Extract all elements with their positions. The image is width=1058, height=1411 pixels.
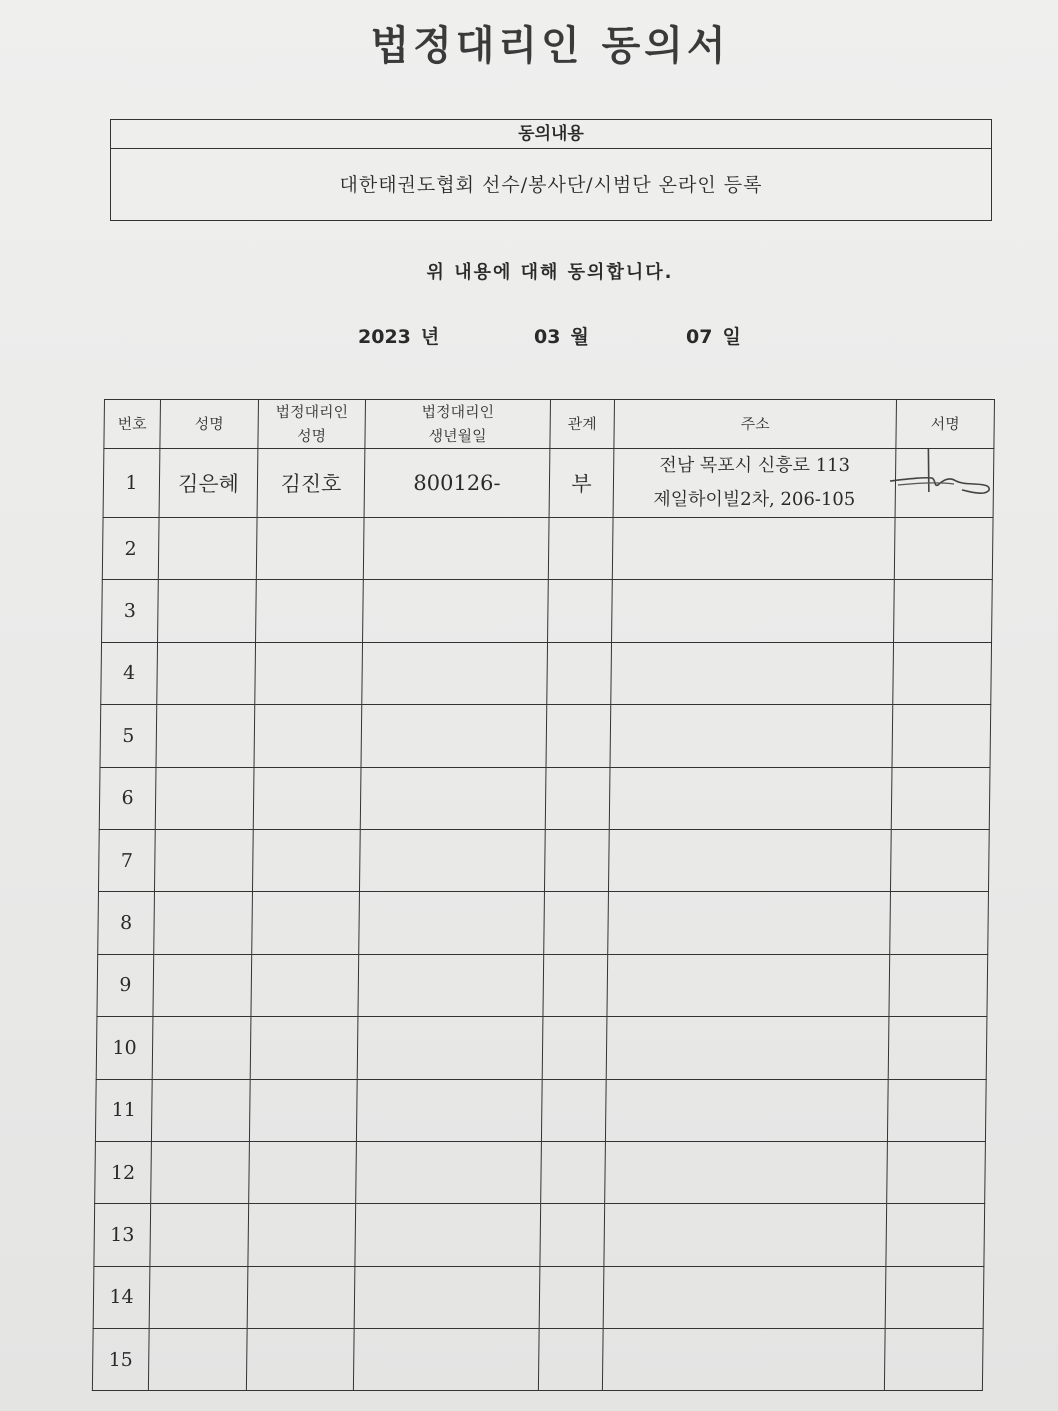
- row-guardian-name: [247, 1266, 355, 1328]
- row-signature: [893, 642, 992, 704]
- row-guardian-birth: [359, 829, 545, 891]
- document-title: 법정대리인 동의서: [370, 23, 730, 69]
- row-number: 12: [95, 1141, 152, 1203]
- row-number: 2: [102, 518, 159, 580]
- row-number: 3: [102, 580, 159, 642]
- row-guardian-birth: [356, 1079, 542, 1141]
- date-year-unit: 년: [420, 326, 440, 348]
- col-header-guardian-birth-line2: 생년월일: [428, 427, 487, 445]
- row-signature: [884, 1329, 983, 1391]
- row-name: [151, 1079, 250, 1141]
- row-address: [603, 1266, 886, 1328]
- col-header-no: 번호: [104, 400, 161, 449]
- col-header-relation: 관계: [550, 400, 615, 449]
- row-name: [157, 642, 256, 704]
- agreement-statement: 위 내용에 대해 동의합니다.: [426, 262, 674, 283]
- row-address: [613, 449, 896, 518]
- row-relation: [542, 1017, 607, 1079]
- date-month-unit: 월: [570, 326, 589, 348]
- date-month-value: 03: [534, 326, 561, 348]
- row-guardian-birth: [354, 1266, 540, 1328]
- row-signature: [894, 580, 993, 642]
- consent-box: [110, 119, 992, 221]
- row-name: [158, 518, 257, 580]
- consent-content: 대한태권도협회 선수/봉사단/시범단 온라인 등록: [339, 174, 763, 196]
- row-signature: [890, 892, 989, 954]
- row-guardian-birth: [363, 518, 549, 580]
- row-address: [608, 829, 891, 891]
- row-address: [611, 642, 894, 704]
- row-number: 11: [95, 1079, 152, 1141]
- table-row: [100, 705, 991, 767]
- row-name: [155, 767, 254, 829]
- row-address: [605, 1079, 888, 1141]
- row-guardian-name: [255, 642, 363, 704]
- row-name: 김은혜: [159, 449, 258, 518]
- row-name: [156, 705, 255, 767]
- table-row: [102, 580, 993, 642]
- row-name: [150, 1204, 249, 1266]
- row-relation: [541, 1141, 606, 1203]
- row-guardian-name: [253, 767, 361, 829]
- row-name: [152, 1017, 251, 1079]
- row-relation: [540, 1204, 605, 1266]
- col-header-guardian-name-line1: 법정대리인: [275, 403, 349, 421]
- row-number: 13: [94, 1204, 151, 1266]
- row-signature: [891, 767, 990, 829]
- row-name: [154, 892, 253, 954]
- row-address: [607, 954, 890, 1016]
- row-number: 8: [98, 892, 155, 954]
- row-relation: [548, 518, 613, 580]
- table-row: [97, 954, 988, 1016]
- row-guardian-name: [254, 705, 362, 767]
- row-signature: [886, 1204, 985, 1266]
- row-guardian-name: [256, 580, 364, 642]
- row-guardian-birth: [356, 1141, 542, 1203]
- row-signature: [890, 829, 989, 891]
- date-year: [358, 322, 449, 349]
- row-relation: [544, 892, 609, 954]
- row-number: 15: [92, 1329, 149, 1391]
- table-row: [98, 892, 989, 954]
- row-guardian-name: [256, 518, 364, 580]
- row-name: [158, 580, 257, 642]
- handwritten-signature: [888, 447, 999, 507]
- guardian-table: [92, 399, 995, 1391]
- table-row: [99, 767, 990, 829]
- row-number: 14: [93, 1266, 150, 1328]
- row-signature: [888, 1017, 987, 1079]
- row-signature: [889, 954, 988, 1016]
- row-address: [606, 1017, 889, 1079]
- row-relation: [541, 1079, 606, 1141]
- row-guardian-birth: [359, 892, 545, 954]
- row-guardian-birth: 800126-: [364, 449, 550, 518]
- row-guardian-name: 김진호: [257, 449, 365, 518]
- row-relation: [548, 580, 613, 642]
- row-guardian-birth: [363, 580, 549, 642]
- row-address: [608, 892, 891, 954]
- col-header-address: 주소: [614, 400, 897, 449]
- row-address-line2: 제일하이빌2차, 206-105: [653, 489, 856, 510]
- row-signature: [895, 449, 994, 518]
- row-signature: [887, 1141, 986, 1203]
- table-row: [103, 449, 994, 518]
- row-signature: [885, 1266, 984, 1328]
- consent-header: 동의내용: [111, 120, 991, 149]
- col-header-guardian-birth: [365, 400, 551, 449]
- col-header-name: 성명: [160, 400, 259, 449]
- row-number: 5: [100, 705, 157, 767]
- date-day-value: 07: [686, 326, 713, 348]
- row-name: [148, 1329, 247, 1391]
- row-guardian-name: [246, 1329, 354, 1391]
- date-month: [534, 322, 599, 349]
- row-relation: [546, 705, 611, 767]
- row-name: [151, 1141, 250, 1203]
- row-guardian-name: [249, 1079, 357, 1141]
- date-day: [686, 322, 751, 349]
- row-number: 1: [103, 449, 160, 518]
- row-relation: [545, 767, 610, 829]
- row-guardian-name: [249, 1141, 357, 1203]
- row-number: 10: [96, 1017, 153, 1079]
- date-year-value: 2023: [358, 326, 411, 348]
- row-guardian-name: [251, 954, 359, 1016]
- row-guardian-name: [248, 1204, 356, 1266]
- row-guardian-name: [250, 1017, 358, 1079]
- col-header-signature: 서명: [896, 400, 995, 449]
- row-relation: [544, 829, 609, 891]
- row-address: [612, 518, 895, 580]
- table-row: [102, 518, 993, 580]
- row-guardian-birth: [355, 1204, 541, 1266]
- row-name: [154, 829, 253, 891]
- row-signature: [887, 1079, 986, 1141]
- table-row: [95, 1141, 986, 1203]
- row-guardian-birth: [353, 1329, 539, 1391]
- row-relation: [539, 1266, 604, 1328]
- row-name: [153, 954, 252, 1016]
- row-guardian-birth: [361, 705, 547, 767]
- col-header-guardian-name-line2: 성명: [296, 427, 327, 445]
- table-row: [93, 1266, 984, 1328]
- date-day-unit: 일: [722, 326, 741, 348]
- row-guardian-birth: [357, 1017, 543, 1079]
- table-row: [92, 1329, 983, 1391]
- row-relation: [547, 642, 612, 704]
- row-guardian-name: [252, 892, 360, 954]
- row-address: [602, 1329, 885, 1391]
- row-address: [609, 767, 892, 829]
- row-relation: 부: [549, 449, 614, 518]
- table-row: [95, 1079, 986, 1141]
- row-address: [612, 580, 895, 642]
- table-row: [98, 829, 989, 891]
- row-signature: [894, 518, 993, 580]
- row-relation: [538, 1329, 603, 1391]
- row-relation: [543, 954, 608, 1016]
- row-address: [610, 705, 893, 767]
- row-number: 4: [101, 642, 158, 704]
- table-row: [94, 1204, 985, 1266]
- row-name: [149, 1266, 248, 1328]
- row-address-line1: 전남 목포시 신흥로 113: [659, 455, 851, 476]
- row-guardian-name: [252, 829, 360, 891]
- table-row: [96, 1017, 987, 1079]
- row-number: 6: [99, 767, 156, 829]
- row-guardian-birth: [360, 767, 546, 829]
- row-address: [604, 1204, 887, 1266]
- col-header-guardian-birth-line1: 법정대리인: [421, 403, 495, 421]
- row-number: 9: [97, 954, 154, 1016]
- table-header-row: [104, 400, 995, 449]
- row-number: 7: [98, 829, 155, 891]
- col-header-guardian-name: [258, 400, 366, 449]
- row-address: [605, 1141, 888, 1203]
- table-row: [101, 642, 992, 704]
- row-signature: [892, 705, 991, 767]
- row-guardian-birth: [362, 642, 548, 704]
- row-guardian-birth: [358, 954, 544, 1016]
